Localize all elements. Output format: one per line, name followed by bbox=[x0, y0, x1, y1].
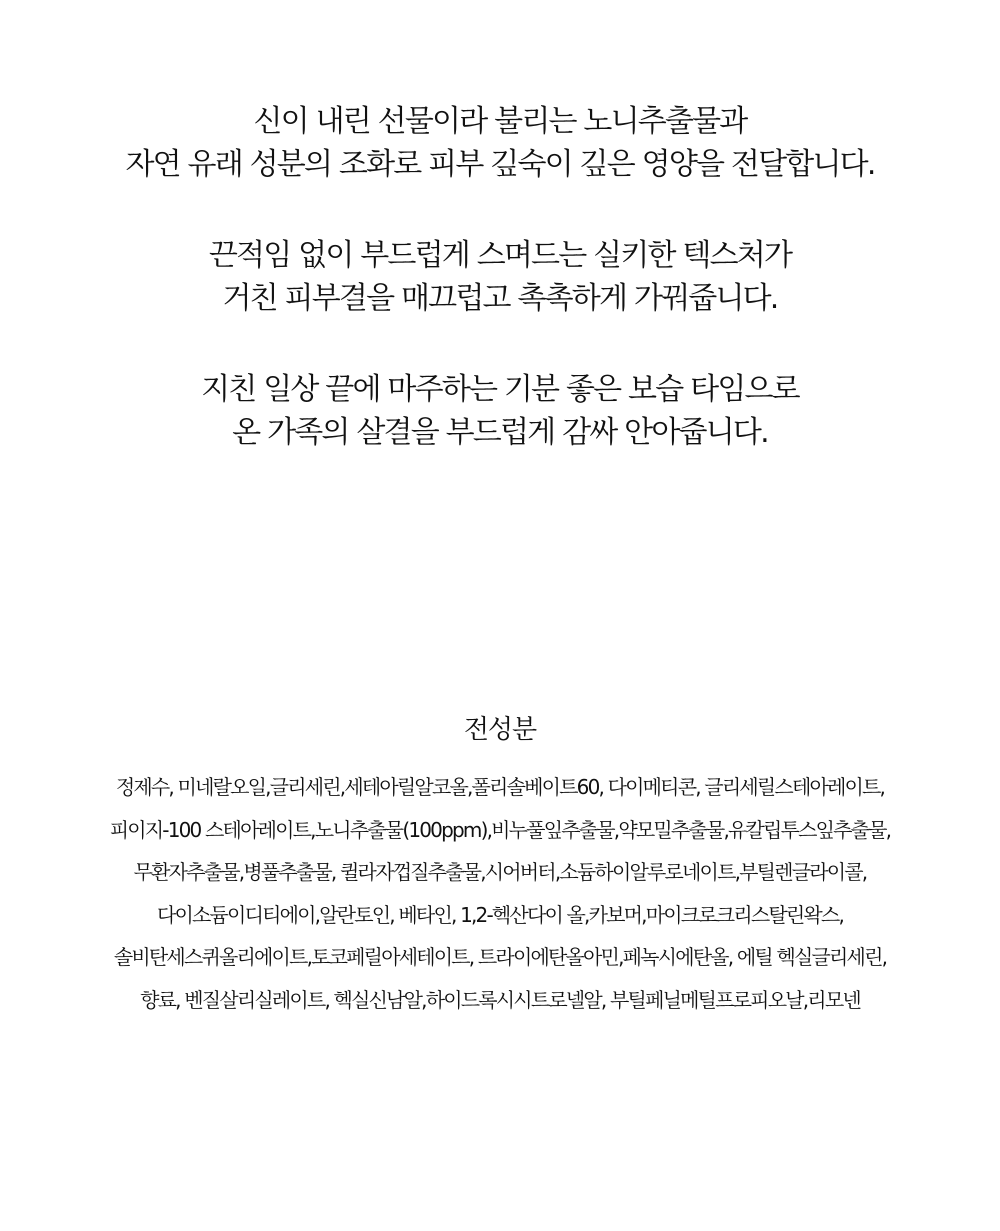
ingredients-line: 피이지-100 스테아레이트,노니추출물(100ppm),비누풀잎추출물,약모밀추출물,유칼립투스잎추출물, bbox=[109, 817, 891, 842]
description-line: 지친 일상 끝에 마주하는 기분 좋은 보습 타임으로 bbox=[201, 372, 799, 407]
description-line: 거친 피부결을 매끄럽고 촉촉하게 가꿔줍니다. bbox=[222, 281, 778, 316]
ingredients-list bbox=[0, 766, 1000, 1021]
ingredients-line: 다이소듐이디티에이,알란토인, 베타인, 1,2-헥산다이 올,카보머,마이크로크리스탈린왁스, bbox=[156, 902, 844, 927]
description-paragraph-1 bbox=[0, 100, 1000, 186]
description-line: 끈적임 없이 부드럽게 스며드는 실키한 텍스처가 bbox=[208, 238, 792, 273]
ingredients-line: 무환자추출물,병풀추출물, 퀼라자껍질추출물,시어버터,소듐하이알루로네이트,부틸렌글라이콜, bbox=[133, 860, 867, 884]
ingredients-section bbox=[0, 710, 1000, 1021]
description-paragraph-2 bbox=[0, 234, 1000, 320]
description-line: 신이 내린 선물이라 불리는 노니추출물과 bbox=[253, 104, 747, 139]
description-line: 온 가족의 살결을 부드럽게 감싸 안아줍니다. bbox=[232, 415, 768, 450]
description-paragraph-3 bbox=[0, 368, 1000, 454]
ingredients-line: 정제수, 미네랄오일,글리세린,세테아릴알코올,폴리솔베이트60, 다이메티콘, 글리세릴스테아레이트, bbox=[115, 775, 885, 799]
description-line: 자연 유래 성분의 조화로 피부 깊숙이 깊은 영양을 전달합니다. bbox=[125, 147, 875, 182]
product-description bbox=[0, 100, 1000, 502]
ingredients-line: 향료, 벤질살리실레이트, 헥실신남알,하이드록시시트로넬알, 부틸페닐메틸프로피오날,리모넨 bbox=[140, 987, 860, 1012]
ingredients-line: 솔비탄세스퀴올리에이트,토코페릴아세테이트, 트라이에탄올아민,페녹시에탄올, 에틸 헥실글리세린, bbox=[113, 945, 887, 969]
ingredients-title: 전성분 bbox=[463, 715, 537, 745]
